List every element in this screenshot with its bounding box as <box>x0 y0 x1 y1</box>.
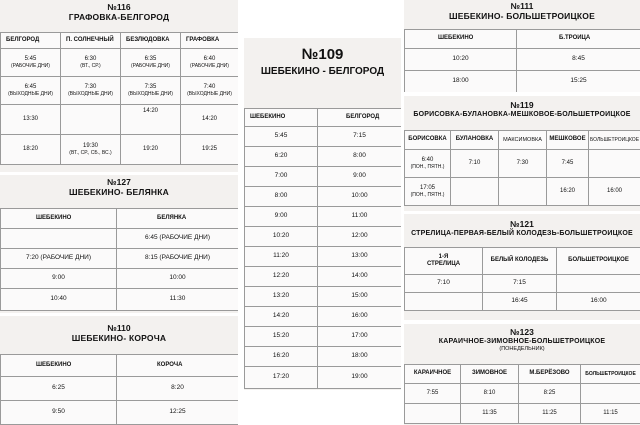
table-row <box>1 289 239 311</box>
column-header: МЕШКОВОЕ <box>547 131 589 150</box>
time-cell: 6:40 (РАБОЧИЕ ДНИ) <box>181 49 239 77</box>
time-cell <box>405 293 483 311</box>
table-row <box>405 150 640 178</box>
time-cell: 8:15 (РАБОЧИЕ ДНИ) <box>117 249 239 269</box>
table-row <box>245 127 402 147</box>
column-header: Б.ТРОИЦА <box>517 30 640 49</box>
column-header: КАРАИЧНОЕ <box>405 365 461 384</box>
route-110-title <box>0 324 238 344</box>
time-cell: 18:00 <box>318 347 402 367</box>
time-cell <box>405 404 461 424</box>
table-row <box>245 207 402 227</box>
column-header: ЗИМОВНОЕ <box>461 365 519 384</box>
time-cell: 15:00 <box>318 287 402 307</box>
time-cell: 19:20 <box>121 135 181 165</box>
route-121-title <box>404 220 640 238</box>
table-row <box>405 71 640 93</box>
table-header-row <box>245 109 402 127</box>
time-cell: 6:45 (РАБОЧИЕ ДНИ) <box>117 229 239 249</box>
column-header: БОЛЬШЕТРОИЦКОЕ <box>557 248 640 275</box>
time-cell: 17:00 <box>318 327 402 347</box>
table-row <box>405 178 640 206</box>
time-cell: 7:35 (ВЫХОДНЫЕ ДНИ) <box>121 77 181 105</box>
route-name: ШЕБЕКИНО- КОРОЧА <box>71 332 167 343</box>
time-cell: 6:25 <box>1 377 117 401</box>
route-111-panel <box>404 0 640 92</box>
time-cell: 10:20 <box>245 227 318 247</box>
time-cell: 10:20 <box>405 49 517 71</box>
time-cell: 9:00 <box>1 269 117 289</box>
route-127-panel <box>0 175 238 313</box>
table-header-row <box>405 30 640 49</box>
table-row <box>245 167 402 187</box>
route-number: №123 <box>510 327 534 337</box>
column-header: ГРАФОВКА <box>181 33 239 49</box>
column-header: МАКСИМОВКА <box>499 131 547 150</box>
table-row <box>1 377 239 401</box>
route-119-title <box>404 101 640 119</box>
column-header: БУЛАНОВКА <box>451 131 499 150</box>
table-header-row <box>1 33 239 49</box>
time-cell: 7:40 (ВЫХОДНЫЕ ДНИ) <box>181 77 239 105</box>
time-cell: 7:10 <box>451 150 499 178</box>
table-row <box>1 135 239 165</box>
time-cell: 6:30 (ВТ., СР.) <box>61 49 121 77</box>
route-119-table <box>404 130 640 206</box>
table-row <box>1 229 239 249</box>
route-number: №121 <box>510 219 534 229</box>
route-111-title <box>404 2 640 22</box>
time-cell: 7:20 (РАБОЧИЕ ДНИ) <box>1 249 117 269</box>
time-cell: 17:20 <box>245 367 318 389</box>
column-header: ШЕБЕКИНО <box>405 30 517 49</box>
route-116-panel <box>0 0 238 172</box>
table-row <box>1 249 239 269</box>
time-cell: 18:20 <box>1 135 61 165</box>
table-header-row <box>405 248 640 275</box>
time-cell: 7:30 (ВЫХОДНЫЕ ДНИ) <box>61 77 121 105</box>
time-cell: 18:00 <box>405 71 517 93</box>
route-name: ШЕБЕКИНО- БЕЛЯНКА <box>69 186 169 197</box>
time-cell: 11:00 <box>318 207 402 227</box>
route-119-panel <box>404 96 640 211</box>
route-name: СТРЕЛИЦА-ПЕРВАЯ-БЕЛЫЙ КОЛОДЕЗЬ-БОЛЬШЕТРОИЦКОЕ <box>411 229 633 237</box>
time-cell: 19:25 <box>181 135 239 165</box>
time-cell: 19:30 (ВТ., СР., СБ., ВС.) <box>61 135 121 165</box>
route-116-table <box>0 32 238 165</box>
time-cell: 9:50 <box>1 401 117 425</box>
time-cell: 11:30 <box>117 289 239 311</box>
time-cell: 5:45 <box>245 127 318 147</box>
time-cell <box>61 105 121 135</box>
time-cell: 7:30 <box>499 150 547 178</box>
time-cell: 10:00 <box>117 269 239 289</box>
route-number: №116 <box>107 2 131 12</box>
route-name: КАРАИЧНОЕ-ЗИМОВНОЕ-БОЛЬШЕТРОИЦКОЕ <box>438 337 606 345</box>
time-cell: 12:20 <box>245 267 318 287</box>
time-cell: 13:30 <box>1 105 61 135</box>
time-cell: 12:00 <box>318 227 402 247</box>
column-header: БОЛЬШЕТРОИЦКОЕ <box>581 365 640 384</box>
time-cell: 14:00 <box>318 267 402 287</box>
time-cell: 16:00 <box>589 178 640 206</box>
column-header: БЕЗЛЮДОВКА <box>121 33 181 49</box>
route-number: №119 <box>510 100 534 110</box>
table-row <box>1 401 239 425</box>
time-cell: 11:25 <box>519 404 581 424</box>
time-cell: 19:00 <box>318 367 402 389</box>
table-row <box>405 275 640 293</box>
table-header-row <box>405 365 640 384</box>
column-header: БЕЛЯНКА <box>117 209 239 229</box>
time-cell <box>589 150 640 178</box>
time-cell: 11:35 <box>461 404 519 424</box>
route-121-table <box>404 247 640 311</box>
column-header: ШЕБЕКИНО <box>1 355 117 377</box>
time-cell: 8:25 <box>519 384 581 404</box>
table-row <box>1 77 239 105</box>
route-number: №110 <box>107 323 131 333</box>
table-header-row <box>1 355 239 377</box>
table-header-row <box>405 131 640 150</box>
table-row <box>245 307 402 327</box>
column-header: М.БЕРЁЗОВО <box>519 365 581 384</box>
table-row <box>1 49 239 77</box>
route-123-title <box>404 328 640 352</box>
time-cell: 8:20 <box>117 377 239 401</box>
route-name: ШЕБЕКИНО - БЕЛГОРОД <box>260 66 385 78</box>
time-cell: 7:15 <box>483 275 557 293</box>
column-header: БЕЛГОРОД <box>1 33 61 49</box>
route-123-table <box>404 364 640 424</box>
route-number: №111 <box>510 1 534 11</box>
table-row <box>245 267 402 287</box>
column-header: БОЛЬШЕТРОИЦКОЕ <box>589 131 640 150</box>
table-row <box>245 187 402 207</box>
time-cell: 7:55 <box>405 384 461 404</box>
time-cell: 9:00 <box>318 167 402 187</box>
route-110-table <box>0 354 238 425</box>
table-row <box>245 347 402 367</box>
table-row <box>245 327 402 347</box>
time-cell <box>581 384 640 404</box>
time-cell: 8:00 <box>245 187 318 207</box>
route-116-title <box>0 3 238 23</box>
route-109-panel <box>244 38 401 390</box>
time-cell: 6:20 <box>245 147 318 167</box>
route-111-table <box>404 29 640 92</box>
column-header: 1-Я СТРЕЛИЦА <box>405 248 483 275</box>
column-header: БЕЛГОРОД <box>318 109 402 127</box>
table-row <box>245 227 402 247</box>
time-cell: 6:45 (ВЫХОДНЫЕ ДНИ) <box>1 77 61 105</box>
column-header: ШЕБЕКИНО <box>245 109 318 127</box>
route-days: (ПОНЕДЕЛЬНИК) <box>499 345 545 352</box>
time-cell: 6:40 (ПОН., ПЯТН.) <box>405 150 451 178</box>
time-cell: 13:00 <box>318 247 402 267</box>
time-cell: 15:20 <box>245 327 318 347</box>
table-row <box>245 247 402 267</box>
time-cell: 13:20 <box>245 287 318 307</box>
column-header: КОРОЧА <box>117 355 239 377</box>
route-name: БОРИСОВКА-БУЛАНОВКА-МЕШКОВОЕ-БОЛЬШЕТРОИЦКОЕ <box>413 110 631 118</box>
table-row <box>1 269 239 289</box>
time-cell: 8:10 <box>461 384 519 404</box>
column-header: ШЕБЕКИНО <box>1 209 117 229</box>
route-number: №127 <box>107 177 131 187</box>
column-header: БОРИСОВКА <box>405 131 451 150</box>
time-cell: 9:00 <box>245 207 318 227</box>
route-number: №109 <box>301 46 344 63</box>
table-header-row <box>1 209 239 229</box>
route-109-table <box>244 108 401 389</box>
route-123-panel <box>404 324 640 425</box>
time-cell: 16:20 <box>245 347 318 367</box>
time-cell: 11:20 <box>245 247 318 267</box>
route-109-title <box>244 46 401 78</box>
time-cell: 7:15 <box>318 127 402 147</box>
time-cell: 16:00 <box>318 307 402 327</box>
time-cell: 14:20 <box>245 307 318 327</box>
time-cell: 8:45 <box>517 49 640 71</box>
time-cell: 15:25 <box>517 71 640 93</box>
time-cell: 12:25 <box>117 401 239 425</box>
time-cell <box>1 229 117 249</box>
time-cell: 10:00 <box>318 187 402 207</box>
table-row <box>245 367 402 389</box>
time-cell <box>499 178 547 206</box>
table-row <box>245 147 402 167</box>
time-cell <box>557 275 640 293</box>
time-cell: 16:45 <box>483 293 557 311</box>
column-header: БЕЛЫЙ КОЛОДЕЗЬ <box>483 248 557 275</box>
table-row <box>245 287 402 307</box>
time-cell: 14:20 <box>121 105 181 135</box>
time-cell: 8:00 <box>318 147 402 167</box>
time-cell: 7:00 <box>245 167 318 187</box>
route-name: ГРАФОВКА-БЕЛГОРОД <box>68 11 170 22</box>
route-110-panel <box>0 316 238 425</box>
table-row <box>405 293 640 311</box>
route-127-table <box>0 208 238 311</box>
time-cell: 16:00 <box>557 293 640 311</box>
time-cell: 7:10 <box>405 275 483 293</box>
route-127-title <box>0 178 238 198</box>
time-cell: 11:15 <box>581 404 640 424</box>
column-header: П. СОЛНЕЧНЫЙ <box>61 33 121 49</box>
route-name: ШЕБЕКИНО- БОЛЬШЕТРОИЦКОЕ <box>449 10 595 21</box>
table-row <box>405 49 640 71</box>
route-121-panel <box>404 214 640 320</box>
table-row <box>405 404 640 424</box>
time-cell: 16:20 <box>547 178 589 206</box>
table-row <box>1 105 239 135</box>
time-cell: 7:45 <box>547 150 589 178</box>
time-cell: 5:45 (РАБОЧИЕ ДНИ) <box>1 49 61 77</box>
time-cell: 17:05 (ПОН., ПЯТН.) <box>405 178 451 206</box>
table-row <box>405 384 640 404</box>
time-cell: 6:35 (РАБОЧИЕ ДНИ) <box>121 49 181 77</box>
time-cell <box>451 178 499 206</box>
time-cell: 10:40 <box>1 289 117 311</box>
time-cell: 14:20 <box>181 105 239 135</box>
